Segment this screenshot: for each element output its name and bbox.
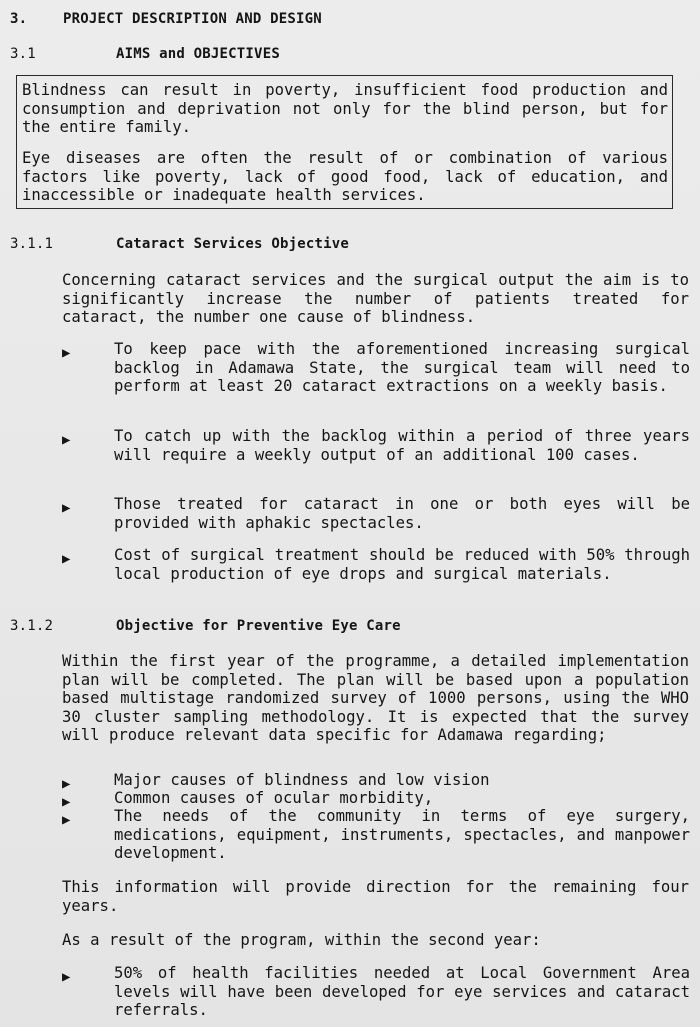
cataract-bullet-1: To keep pace with the aforementioned increasing surgical backlog in Adamawa State, the surgical team will need to perform at least 20 cataract extractions on a weekly basis. — [114, 340, 690, 396]
second-year-bullet-1: 50% of health facilities needed at Local Government Area levels will have been developed for eye services and cataract referrals. — [114, 964, 690, 1020]
section-number: 3. — [10, 11, 28, 27]
triangle-right-icon: ▶ — [62, 812, 71, 828]
preventive-title: Objective for Preventive Eye Care — [116, 618, 401, 634]
preventive-intro: Within the first year of the programme, a detailed implementation plan will be completed. The plan will be based upon a population based multistage randomized survey of 1000 persons, using the WHO 30 cluster sampling methodology. It is expected that the survey will produce relevant data specific for Adamawa regarding; — [62, 652, 689, 745]
preventive-bullet-1: Major causes of blindness and low vision — [114, 771, 490, 789]
direction-paragraph: This information will provide direction for the remaining four years. — [62, 878, 689, 915]
cataract-bullet-4: Cost of surgical treatment should be reduced with 50% through local production of eye drops and surgical materials. — [114, 546, 690, 583]
triangle-right-icon: ▶ — [62, 794, 71, 810]
subsection-number: 3.1 — [10, 46, 36, 62]
cataract-number: 3.1.1 — [10, 236, 54, 252]
cataract-bullet-2: To catch up with the backlog within a period of three years will require a weekly output of an additional 100 cases. — [114, 427, 690, 464]
triangle-right-icon: ▶ — [62, 551, 71, 567]
aims-paragraph-1: Blindness can result in poverty, insufficient food production and consumption and deprivation not only for the blind person, but for the entire family. — [22, 81, 668, 137]
triangle-right-icon: ▶ — [62, 969, 71, 985]
triangle-right-icon: ▶ — [62, 776, 71, 792]
section-title: PROJECT DESCRIPTION AND DESIGN — [63, 11, 322, 27]
preventive-number: 3.1.2 — [10, 618, 54, 634]
cataract-bullet-3: Those treated for cataract in one or both eyes will be provided with aphakic spectacles. — [114, 495, 690, 532]
cataract-title: Cataract Services Objective — [116, 236, 349, 252]
subsection-title: AIMS and OBJECTIVES — [116, 46, 280, 62]
preventive-bullet-3: The needs of the community in terms of eye surgery, medications, equipment, instruments, spectacles, and manpower development. — [114, 807, 690, 863]
triangle-right-icon: ▶ — [62, 432, 71, 448]
second-year-paragraph: As a result of the program, within the second year: — [62, 931, 541, 949]
triangle-right-icon: ▶ — [62, 500, 71, 516]
preventive-bullet-2: Common causes of ocular morbidity, — [114, 789, 434, 807]
triangle-right-icon: ▶ — [62, 345, 71, 361]
aims-paragraph-2: Eye diseases are often the result of or combination of various factors like poverty, lack of good food, lack of education, and inaccessible or inadequate health services. — [22, 149, 668, 205]
cataract-intro: Concerning cataract services and the surgical output the aim is to significantly increase the number of patients treated for cataract, the number one cause of blindness. — [62, 271, 689, 327]
